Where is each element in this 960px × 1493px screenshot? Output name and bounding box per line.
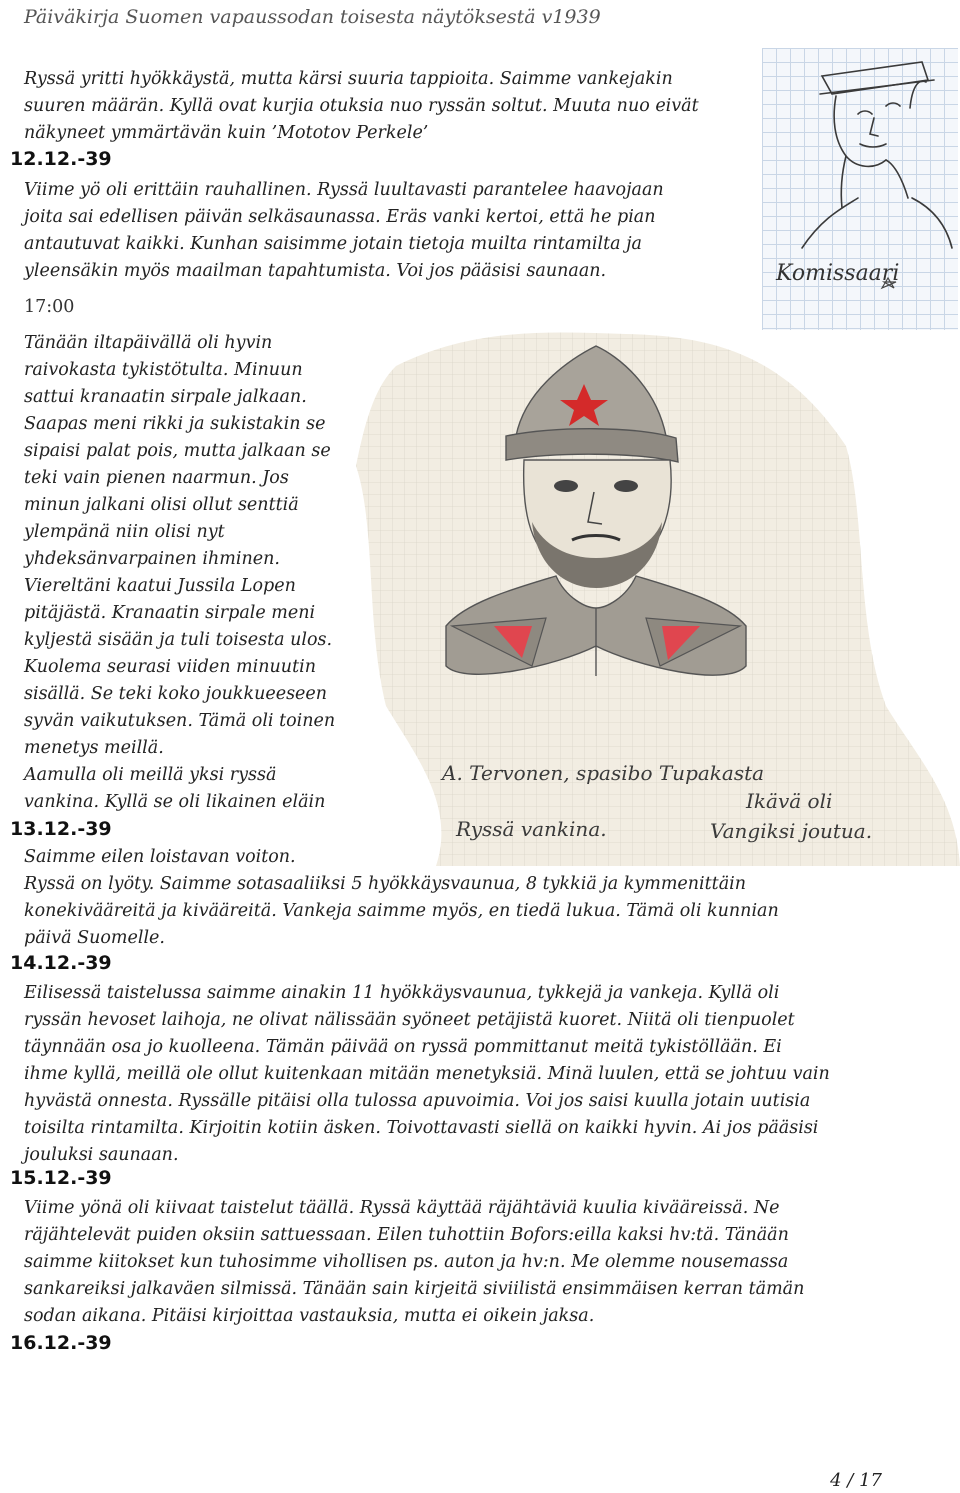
date-heading: 16.12.-39 (10, 1332, 112, 1354)
text-line: saimme kiitokset kun tuhosimme vihollisen ps. auton ja hv:n. Me olemme nousemassa (24, 1252, 789, 1272)
date-heading: 12.12.-39 (10, 148, 112, 170)
text-line: päivä Suomelle. (24, 928, 165, 948)
text-line: minun jalkani olisi ollut senttiä (24, 495, 299, 515)
entry-paragraph (24, 1195, 804, 1330)
text-line: ryssän hevoset laihoja, ne olivat nälissään syöneet petäjistä kuoret. Niitä oli tienpuolet (24, 1010, 795, 1030)
text-line: menetys meillä. (24, 738, 164, 758)
text-line: yleensäkin myös maailman tapahtumista. Voi jos pääsisi saunaan. (24, 261, 607, 281)
text-line: täynnään osa jo kuolleena. Tämän päivää on ryssä pommittanut meitä tykistöllään. Ei (24, 1037, 782, 1057)
date-heading: 13.12.-39 (10, 818, 112, 840)
commissar-drawing (762, 48, 958, 330)
prisoner-drawing (356, 326, 960, 866)
text-line: Tänään iltapäivällä oli hyvin (24, 333, 273, 353)
commissar-sketch (762, 48, 958, 330)
prisoner-caption-2: Ryssä vankina. (456, 817, 607, 841)
text-line: hyvästä onnesta. Ryssälle pitäisi olla tulossa apuvoimia. Voi jos saisi kuulla jotain uutisia (24, 1091, 811, 1111)
date-heading: 15.12.-39 (10, 1167, 112, 1189)
entry-paragraph (24, 844, 779, 952)
text-line: Saapas meni rikki ja sukistakin se (24, 414, 326, 434)
text-line: sattui kranaatin sirpale jalkaan. (24, 387, 307, 407)
text-line: sipaisi palat pois, mutta jalkaan se (24, 441, 331, 461)
intro-paragraph (24, 66, 699, 147)
text-line: antautuvat kaikki. Kunhan saisimme jotain tietoja muilta rintamilta ja (24, 234, 642, 254)
text-line: Saimme eilen loistavan voiton. (24, 847, 296, 867)
prisoner-caption-4: Vangiksi joutua. (710, 819, 873, 843)
text-line: raivokasta tykistötulta. Minuun (24, 360, 303, 380)
prisoner-sketch (356, 326, 960, 866)
text-line: ylempänä niin olisi nyt (24, 522, 225, 542)
text-line: räjähtelevät puiden oksiin sattuessaan. Eilen tuhottiin Bofors:eilla kaksi hv:tä. Tänään (24, 1225, 789, 1245)
text-line: Ryssä yritti hyökkäystä, mutta kärsi suuria tappioita. Saimme vankejakin (24, 69, 673, 89)
text-line: Kuolema seurasi viiden minuutin (24, 657, 316, 677)
text-line: yhdeksänvarpainen ihminen. (24, 549, 280, 569)
text-line: Aamulla oli meillä yksi ryssä (24, 765, 277, 785)
text-line: ihme kyllä, meillä ole ollut kuitenkaan mitään menetyksiä. Minä luulen, että se johtuu vain (24, 1064, 830, 1084)
text-line: Ryssä on lyöty. Saimme sotasaaliiksi 5 hyökkäysvaunua, 8 tykkiä ja kymmenittäin (24, 874, 747, 894)
page-number: 4 / 17 (830, 1470, 882, 1491)
text-line: toisilta rintamilta. Kirjoitin kotiin äsken. Toivottavasti siellä on kaikki hyvin. Ai jos pääsisi (24, 1118, 819, 1138)
text-line: Viime yönä oli kiivaat taistelut täällä. Ryssä käyttää räjähtäviä kuulia kivääreissä. Ne (24, 1198, 780, 1218)
text-line: teki vain pienen naarmun. Jos (24, 468, 289, 488)
text-line: sankareiksi jalkaväen silmissä. Tänään sain kirjeitä siviilistä ensimmäisen kerran tämän (24, 1279, 805, 1299)
text-line: pitäjästä. Kranaatin sirpale meni (24, 603, 316, 623)
afternoon-paragraph (24, 330, 335, 816)
date-heading: 14.12.-39 (10, 952, 112, 974)
text-line: Eilisessä taistelussa saimme ainakin 11 hyökkäysvaunua, tykkejä ja vankeja. Kyllä oli (24, 983, 780, 1003)
time-stamp: 17:00 (24, 297, 75, 317)
text-line: suuren määrän. Kyllä ovat kurjia otuksia nuo ryssän soltut. Muuta nuo eivät (24, 96, 699, 116)
text-line: joita sai edellisen päivän selkäsaunassa. Eräs vanki kertoi, että he pian (24, 207, 656, 227)
text-line: sisällä. Se teki koko joukkueeseen (24, 684, 328, 704)
prisoner-caption-3: Ikävä oli (746, 789, 833, 813)
text-line: sodan aikana. Pitäisi kirjoittaa vastauksia, mutta ei oikein jaksa. (24, 1306, 595, 1326)
entry-paragraph (24, 980, 830, 1169)
page-header: Päiväkirja Suomen vapaussodan toisesta näytöksestä v1939 (24, 6, 601, 28)
text-line: vankina. Kyllä se oli likainen eläin (24, 792, 326, 812)
commissar-caption: Komissaari (776, 261, 900, 286)
entry-paragraph (24, 177, 664, 285)
text-line: jouluksi saunaan. (24, 1145, 179, 1165)
prisoner-caption-1: A. Tervonen, spasibo Tupakasta (442, 761, 765, 785)
text-line: konekivääreitä ja kivääreitä. Vankeja saimme myös, en tiedä lukua. Tämä oli kunnian (24, 901, 779, 921)
text-line: näkyneet ymmärtävän kuin ’Mototov Perkele’ (24, 123, 429, 143)
text-line: kyljestä sisään ja tuli toisesta ulos. (24, 630, 333, 650)
text-line: Viime yö oli erittäin rauhallinen. Ryssä luultavasti parantelee haavojaan (24, 180, 664, 200)
text-line: syvän vaikutuksen. Tämä oli toinen (24, 711, 336, 731)
text-line: Viereltäni kaatui Jussila Lopen (24, 576, 296, 596)
